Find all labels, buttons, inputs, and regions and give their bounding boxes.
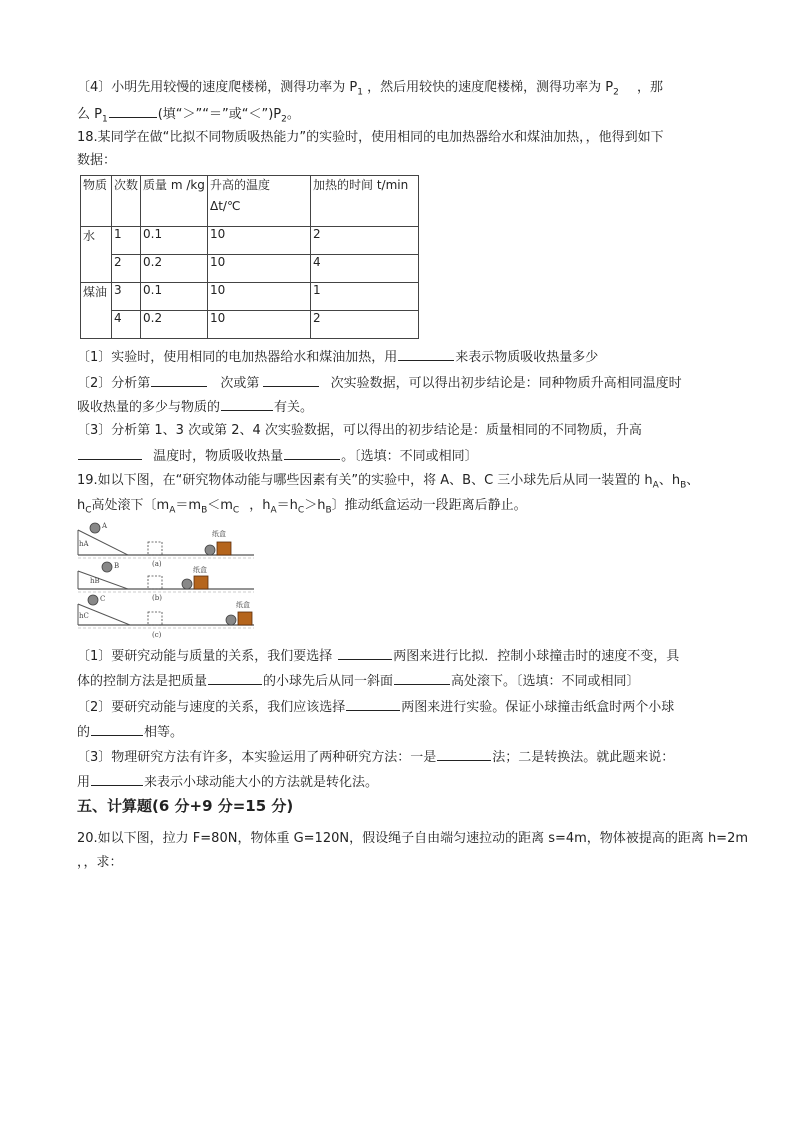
q18-intro: 18.某同学在做“比拟不同物质吸热能力”的实验时，使用相同的电加热器给水和煤油加热，，他得到如下 — [77, 130, 664, 145]
paper-box-icon — [217, 542, 231, 555]
answer-blank[interactable] — [151, 373, 207, 387]
q19-part1-cont: 体的控制方法是把质量 的小球先后从同一斜面 高处滚下。〔选填：不同或相同〕 — [77, 671, 640, 691]
q20-line2: ，，求： — [77, 855, 123, 870]
answer-blank[interactable] — [78, 446, 142, 460]
answer-blank[interactable] — [338, 646, 392, 660]
q19-part2: 〔2〕要研究动能与速度的关系，我们应该选择 两图来进行实验。保证小球撞击纸盒时两个小球 — [77, 697, 674, 717]
height-a-label: hA — [79, 540, 89, 548]
q20-line1: 20.如以下图，拉力 F=80N，物体重 G=120N，假设绳子自由端匀速拉动的距离 s=4m，物体被提高的距离 h=2m — [77, 831, 749, 846]
height-b-label: hB — [90, 577, 100, 585]
answer-blank[interactable] — [91, 772, 143, 786]
ball-a-impact-icon — [205, 545, 215, 555]
table-row: 煤油 3 0.1 10 1 — [81, 283, 419, 311]
answer-blank[interactable] — [394, 671, 450, 685]
ball-a-icon — [90, 523, 100, 533]
paper-box-icon — [194, 576, 208, 589]
q18-part2-cont: 吸收热量的多少与物质的 有关。 — [77, 397, 313, 417]
q17-4-line1: 〔4〕小明先用较慢的速度爬楼梯，测得功率为 $P_1$ ，然后用较快的速度爬楼梯，测得功率为 $P_2$ ，那 — [77, 80, 663, 98]
q18-intro-2: 数据： — [77, 153, 117, 168]
table-row: 4 0.2 10 2 — [81, 311, 419, 339]
q19-intro: 19.如以下图，在“研究物体动能与哪些因素有关”的实验中，将 A、B、C 三小球先后从同一装置的 $h_A$、$h_B$、 — [77, 473, 700, 491]
paper-box-icon — [238, 612, 252, 625]
ball-b-icon — [102, 562, 112, 572]
q19-part1: 〔1〕要研究动能与质量的关系，我们要选择 两图来进行比拟．控制小球撞击时的速度不变，具 — [77, 646, 679, 666]
ball-c-icon — [88, 595, 98, 605]
q18-data-table — [80, 175, 419, 339]
caption-b: (b) — [152, 594, 162, 602]
answer-blank[interactable] — [208, 671, 262, 685]
ball-b-label: B — [114, 562, 120, 570]
q19-part3-cont: 用 来表示小球动能大小的方法就是转化法。 — [77, 772, 378, 792]
ball-c-label: C — [100, 595, 106, 603]
q18-part1: 〔1〕实验时，使用相同的电加热器给水和煤油加热，用 来表示物质吸收热量多少 — [77, 347, 598, 367]
answer-blank[interactable] — [437, 747, 491, 761]
height-c-label: hC — [79, 612, 89, 620]
caption-a: (a) — [152, 560, 162, 568]
answer-blank[interactable] — [91, 722, 143, 736]
answer-blank[interactable] — [346, 697, 400, 711]
q18-part3-cont: 温度时，物质吸收热量 。〔选填：不同或相同〕 — [77, 446, 478, 466]
paper-box-label: 纸盒 — [236, 601, 250, 609]
q18-part3: 〔3〕分析第 1、3 次或第 2、4 次实验数据，可以得出的初步结论是：质量相同的不同物质，升高 — [77, 423, 642, 438]
paper-box-label: 纸盒 — [212, 530, 226, 538]
answer-blank[interactable] — [263, 373, 319, 387]
caption-c: (c) — [152, 631, 162, 639]
ball-b-impact-icon — [182, 579, 192, 589]
table-row: 2 0.2 10 4 — [81, 255, 419, 283]
table-row: 水 1 0.1 10 2 — [81, 227, 419, 255]
answer-blank[interactable] — [284, 446, 340, 460]
answer-blank[interactable] — [109, 104, 157, 118]
answer-blank[interactable] — [221, 397, 273, 411]
q19-ramp-figure — [76, 518, 256, 640]
q19-part2-cont: 的 相等。 — [77, 722, 183, 742]
q17-4-line2: 么 $P_1$ (填“＞”“＝”或“$<”)P_2$。 — [77, 104, 300, 129]
ball-a-label: A — [102, 522, 108, 530]
paper-box-label: 纸盒 — [193, 566, 207, 574]
q19-part3: 〔3〕物理研究方法有许多，本实验运用了两种研究方法：一是 法；二是转换法。就此题来说： — [77, 747, 674, 767]
q19-intro-2: $h_C$高处滚下〔$m_A=m_B<m_C$ ，$h_A=h_C>h_B$〕推动纸盒运动一段距离后静止。 — [77, 498, 527, 516]
answer-blank[interactable] — [398, 347, 454, 361]
table-header-row: 物质 次数 质量 m /kg 升高的温度 Δt/℃ 加热的时间 t/min — [81, 176, 419, 227]
q18-part2: 〔2〕分析第 次或第 次实验数据，可以得出初步结论是：同种物质升高相同温度时 — [77, 373, 682, 393]
ball-c-impact-icon — [226, 615, 236, 625]
section-heading: 五、计算题(6 分+9 分=15 分) — [77, 797, 294, 815]
